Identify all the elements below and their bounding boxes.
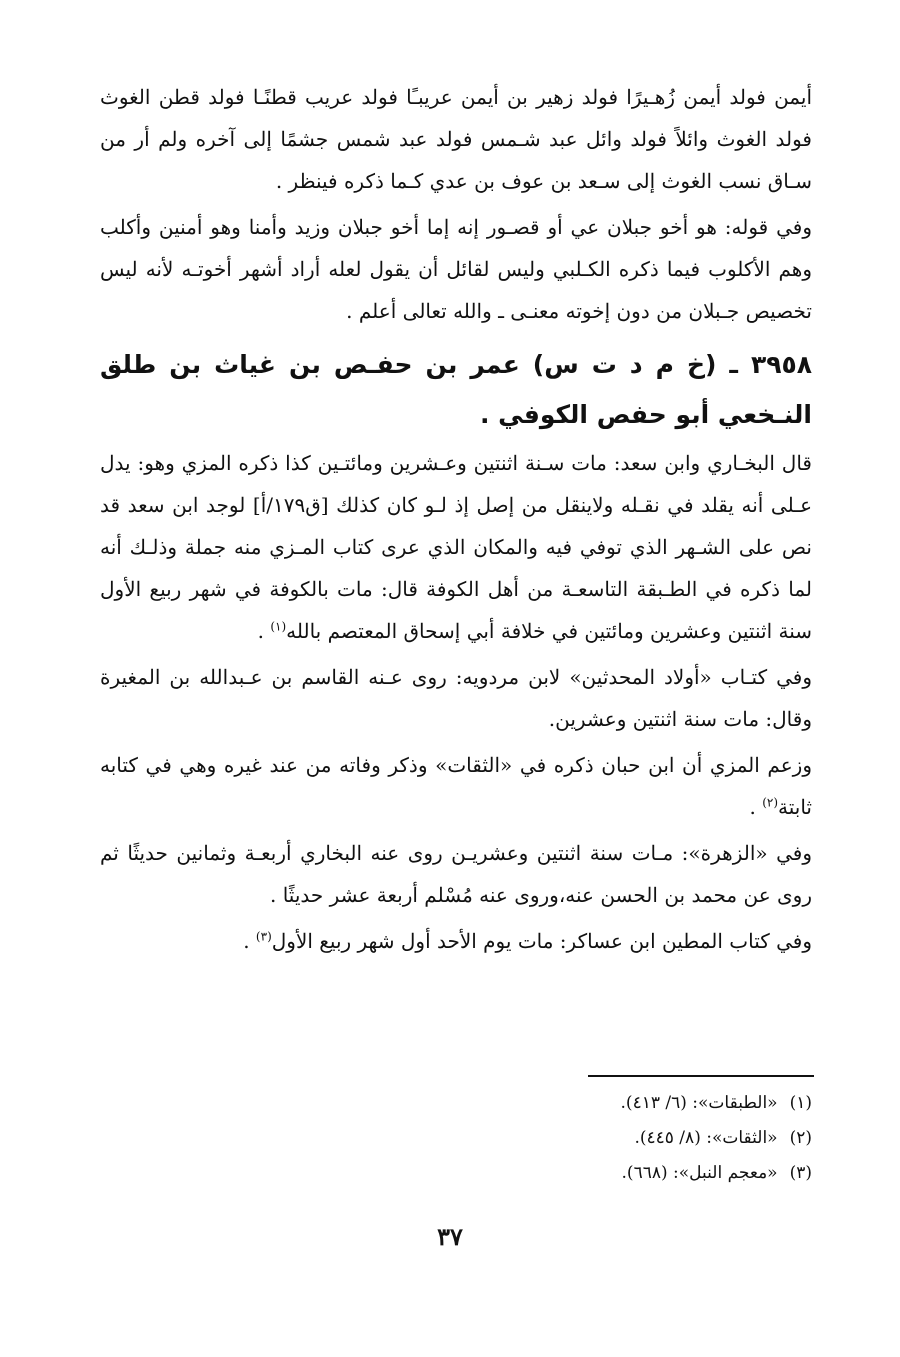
footnote-3-number: (٣)	[789, 1163, 812, 1183]
footnote-1	[212, 1086, 812, 1121]
entry-paragraph-1-text: قال البخـاري وابن سعد: مات سـنة اثنتين وعـشرين ومائتـين كذا ذكره المزي وهو: يدل عـلى أنه يقلد في نقـله ولاينقل من إصل إذ لـو كان كذلك [ق١٧٩/أ] لوجد ابن سعد قد نص على الشـهر الذي توفي فيه والمكان الذي عرى كتاب المـزي منه جملة وذلـك أنه لما ذكره في الطـبقة التاسعـة من أهل الكوفة قال: مات بالكوفة في شهر ربيع الأول سنة اثنتين وعشرين ومائتين في خلافة أبي إسحاق المعتصم بالله	[100, 451, 813, 643]
intro-paragraph-2: وفي قوله: هو أخو جبلان عي أو قصـور إنه إما أخو جبلان وزيد وأمنا وهو أمنين وأكلب وهم الأكلوب فيما ذكره الكـلبي وليس لقائل أن يقول لعله أراد أشهر أخوتـه لأنه ليس تخصيص جـبلان من دون إخوته معنـى ـ والله تعالى أعلم .	[100, 215, 812, 323]
footnote-divider	[588, 1075, 814, 1077]
entry-heading: ٣٩٥٨ ـ (خ م د ت س) عمر بن حفـص بن غياث بن طلق النـخعي أبو حفص الكوفي .	[100, 350, 812, 429]
entry-paragraph-4-text: وفي «الزهرة»: مـات سنة اثنتين وعشريـن روى عنه البخاري أربعـة وثمانين حديثًا ثم روى عن محمد بن الحسن عنه،وروى عنه مُسْلم أربعة عشر حديثًا .	[100, 841, 812, 907]
footnote-1-number: (١)	[789, 1093, 812, 1113]
entry-paragraph-4	[100, 832, 812, 916]
footnote-3-text: «معجم النبل»: (٦٦٨).	[621, 1163, 778, 1183]
page-number: ٣٧	[437, 1222, 463, 1251]
intro-paragraph-1: أيمن فولد أيمن زُهـيرًا فولد زهير بن أيمن عريبـًا فولد عريب قطنًـا فولد قطن الغوث فولد الغوث وائلاً فولد وائل عبد شـمس فولد عبد شمس جشمًا إلى آخره ولم أر من سـاق نسب الغوث إلى سـعد بن عوف بن عدي كـما ذكره فينظر .	[100, 85, 812, 193]
entry-paragraph-5: وفي كتاب المطين ابن عساكر: مات يوم الأحد أول شهر ربيع الأول$^{(٣)}$ .	[243, 929, 812, 953]
footnote-2-text: «الثقات»: (٨/ ٤٤٥).	[634, 1128, 778, 1148]
footnote-ref-1: (١)	[270, 619, 287, 634]
entry-paragraph-5-text: وفي كتاب المطين ابن عساكر: مات يوم الأحد أول شهر ربيع الأول	[271, 929, 812, 953]
footnote-1-text: «الطبقات»: (٦/ ٤١٣).	[620, 1093, 778, 1113]
entry-paragraph-2	[100, 656, 812, 740]
entry-paragraph-3: وزعم المزي أن ابن حبان ذكره في «الثقات» وذكر وفاته من عند غيره وهي في كتابه ثابتة$^{(٢)}$ .	[100, 753, 812, 819]
footnote-3	[212, 1156, 812, 1191]
footnote-2	[212, 1121, 812, 1156]
footnotes	[212, 1086, 812, 1191]
entry-paragraph-1: قال البخـاري وابن سعد: مات سـنة اثنتين وعـشرين ومائتـين كذا ذكره المزي وهو: يدل عـلى أنه يقلد في نقـله ولاينقل من إصل إذ لـو كان كذلك [ق١٧٩/أ] لوجد ابن سعد قد نص على الشـهر الذي توفي فيه والمكان الذي عرى كتاب المـزي منه جملة وذلـك أنه لما ذكره في الطـبقة التاسعـة من أهل الكوفة قال: مات بالكوفة في شهر ربيع الأول سنة اثنتين وعشرين ومائتين في خلافة أبي إسحاق المعتصم بالله$^{(١)}$ .	[100, 451, 813, 643]
entry-paragraph-3-text: وزعم المزي أن ابن حبان ذكره في «الثقات» وذكر وفاته من عند غيره وهي في كتابه ثابتة	[100, 753, 812, 819]
main-text	[100, 76, 812, 962]
footnote-2-number: (٢)	[789, 1128, 812, 1148]
entry-paragraph-2-text: وفي كتـاب «أولاد المحدثين» لابن مردويه: روى عـنه القاسم بن عـبدالله بن المغيرة وقال: مات سنة اثنتين وعشرين.	[100, 665, 812, 731]
footnote-ref-2: (٢)	[762, 795, 779, 810]
footnote-ref-3: (٣)	[255, 929, 272, 944]
